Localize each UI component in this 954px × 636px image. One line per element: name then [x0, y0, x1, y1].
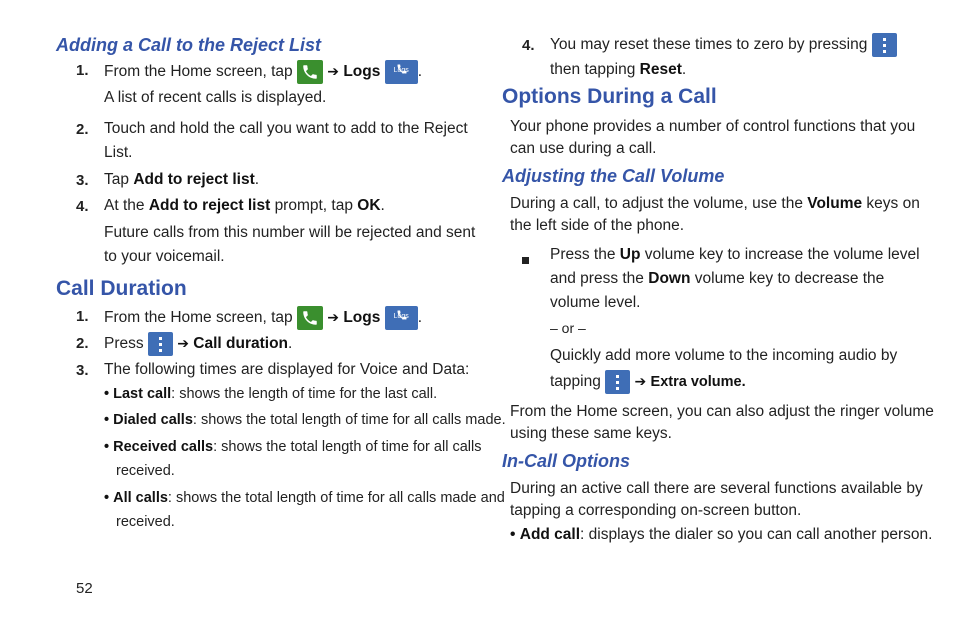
phone-icon — [297, 306, 323, 330]
in-call-intro-line2: tapping a corresponding on-screen button. — [510, 502, 802, 519]
square-bullet — [522, 251, 529, 269]
arrow-icon: ➔ — [327, 309, 340, 325]
step-number: 4. — [76, 198, 89, 215]
options-intro-line1: Your phone provides a number of control functions that you — [510, 118, 916, 135]
logs-icon: Logs — [385, 60, 418, 84]
reject-step-2-line2: List. — [104, 144, 133, 161]
step-number: 2. — [76, 121, 89, 138]
in-call-options-heading: In-Call Options — [502, 451, 630, 471]
extra-volume-line2: tapping ➔ Extra volume. — [550, 369, 746, 394]
reject-step-1-result: A list of recent calls is displayed. — [104, 89, 327, 106]
step-number: 1. — [76, 308, 89, 325]
duration-step-3: The following times are displayed for Voice and Data: — [104, 361, 470, 378]
or-separator: – or – — [550, 320, 586, 336]
step-number: 1. — [76, 62, 89, 79]
ringer-volume-line2: using these same keys. — [510, 425, 672, 442]
reject-step-3: Tap Add to reject list. — [104, 171, 260, 188]
options-during-call-heading: Options During a Call — [502, 85, 717, 108]
bullet-received-calls-cont: received. — [116, 463, 175, 479]
ringer-volume-line1: From the Home screen, you can also adjust the ringer volume — [510, 403, 934, 420]
reject-step-1: From the Home screen, tap ➔ Logs Logs . — [104, 59, 422, 84]
arrow-icon: ➔ — [177, 335, 189, 351]
reject-step-2-line1: Touch and hold the call you want to add to the Reject — [104, 120, 468, 137]
reset-step-4-line2: then tapping Reset. — [550, 61, 687, 78]
step-number: 2. — [76, 335, 89, 352]
logs-icon: Logs — [385, 306, 418, 330]
bullet-all-calls: • All calls: shows the total length of time for all calls made and — [104, 490, 505, 506]
arrow-icon: ➔ — [634, 373, 647, 389]
bullet-all-calls-cont: received. — [116, 514, 175, 530]
menu-icon — [148, 332, 173, 356]
arrow-icon: ➔ — [327, 63, 340, 79]
in-call-intro-line1: During an active call there are several functions available by — [510, 480, 923, 497]
reject-step-4-note-line1: Future calls from this number will be rejected and sent — [104, 224, 476, 241]
duration-step-1: From the Home screen, tap ➔ Logs Logs . — [104, 305, 422, 330]
call-duration-heading: Call Duration — [56, 277, 187, 300]
menu-icon — [605, 370, 630, 394]
duration-step-2: Press ➔ Call duration. — [104, 331, 292, 356]
volume-intro-line2: the left side of the phone. — [510, 217, 685, 234]
bullet-last-call: • Last call: shows the length of time for the last call. — [104, 386, 438, 402]
step-number: 4. — [522, 37, 535, 54]
reset-step-4: You may reset these times to zero by pressing — [550, 33, 897, 57]
adjusting-volume-heading: Adjusting the Call Volume — [502, 166, 725, 186]
bullet-received-calls: • Received calls: shows the total length of time for all calls — [104, 439, 482, 455]
reject-list-heading: Adding a Call to the Reject List — [56, 35, 322, 55]
step-number: 3. — [76, 172, 89, 189]
volume-keys-line1: Press the Up volume key to increase the volume level — [550, 246, 920, 263]
phone-icon — [297, 60, 323, 84]
bullet-add-call: • Add call: displays the dialer so you can call another person. — [510, 526, 933, 543]
volume-intro-line1: During a call, to adjust the volume, use the Volume keys on — [510, 195, 920, 212]
extra-volume-line1: Quickly add more volume to the incoming audio by — [550, 347, 898, 364]
reject-step-4-note-line2: to your voicemail. — [104, 248, 225, 265]
volume-keys-line2: and press the Down volume key to decrease the — [550, 270, 885, 287]
menu-icon — [872, 33, 897, 57]
options-intro-line2: can use during a call. — [510, 140, 657, 157]
reject-step-4: At the Add to reject list prompt, tap OK. — [104, 197, 385, 214]
volume-keys-line3: volume level. — [550, 294, 641, 311]
bullet-dialed-calls: • Dialed calls: shows the total length of time for all calls made. — [104, 412, 506, 428]
page-number: 52 — [76, 580, 93, 597]
step-number: 3. — [76, 362, 89, 379]
